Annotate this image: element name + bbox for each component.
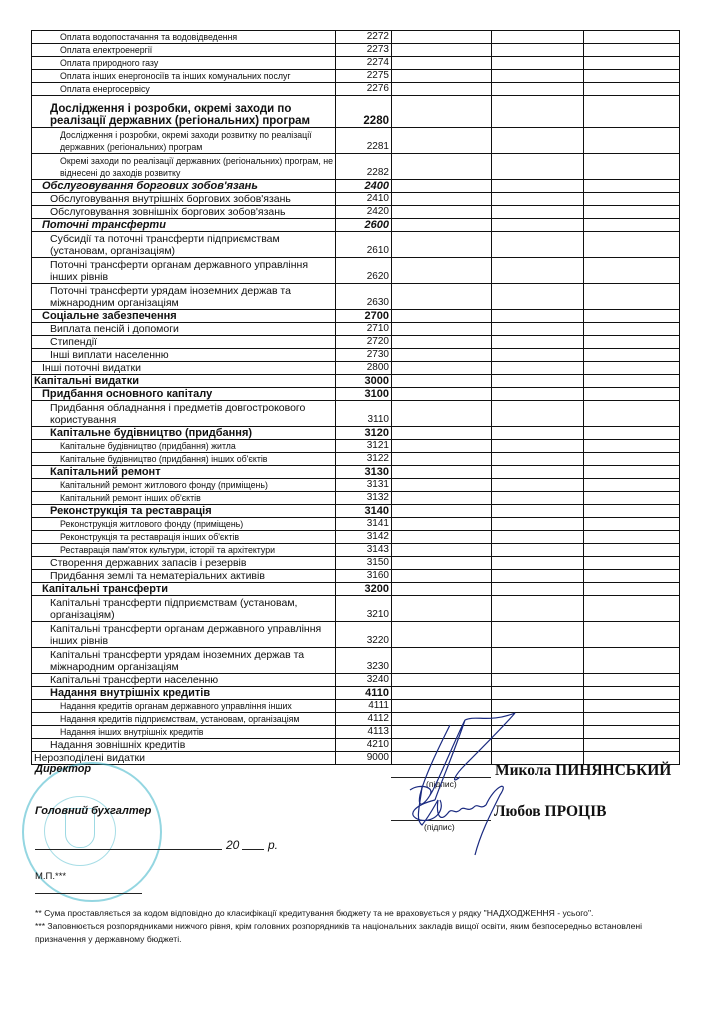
value-cell-col-b[interactable]	[492, 505, 584, 518]
row-name-cell: Реконструкція та реставрація	[32, 505, 336, 518]
row-name-cell: Виплата пенсій і допомоги	[32, 323, 336, 336]
value-cell-col-c[interactable]	[584, 427, 680, 440]
row-name-cell: Поточні трансферти	[32, 219, 336, 232]
table-row	[32, 700, 680, 713]
value-cell-col-a[interactable]	[392, 180, 492, 193]
value-cell-col-c[interactable]	[584, 219, 680, 232]
row-name-cell: Капітальний ремонт житлового фонду (приміщень)	[32, 479, 336, 492]
row-code-cell: 2400	[336, 180, 392, 193]
value-cell-col-a[interactable]	[392, 232, 492, 258]
director-name: Микола ПИНЯНСЬКИЙ	[495, 762, 672, 779]
value-cell-col-a[interactable]	[392, 453, 492, 466]
value-cell-col-c[interactable]	[584, 713, 680, 726]
table-row	[32, 284, 680, 310]
row-name-cell: Дослідження і розробки, окремі заходи розвитку по реалізації державних (регіональних) програм	[32, 128, 336, 154]
value-cell-col-c[interactable]	[584, 57, 680, 70]
table-row	[32, 70, 680, 83]
value-cell-col-b[interactable]	[492, 544, 584, 557]
value-cell-col-a[interactable]	[392, 557, 492, 570]
value-cell-col-c[interactable]	[584, 336, 680, 349]
value-cell-col-b[interactable]	[492, 44, 584, 57]
row-name-cell: Оплата електроенергії	[32, 44, 336, 57]
value-cell-col-b[interactable]	[492, 206, 584, 219]
table-row	[32, 388, 680, 401]
row-name-cell: Придбання землі та нематеріальних активів	[32, 570, 336, 583]
table-row	[32, 453, 680, 466]
value-cell-col-c[interactable]	[584, 232, 680, 258]
row-name-cell: Реконструкція житлового фонду (приміщень)	[32, 518, 336, 531]
value-cell-col-a[interactable]	[392, 193, 492, 206]
value-cell-col-a[interactable]	[392, 284, 492, 310]
value-cell-col-b[interactable]	[492, 362, 584, 375]
row-name-cell: Надання кредитів підприємствам, установам, організаціям	[32, 713, 336, 726]
row-code-cell: 2710	[336, 323, 392, 336]
table-row	[32, 557, 680, 570]
table-row	[32, 310, 680, 323]
table-row	[32, 323, 680, 336]
table-row	[32, 466, 680, 479]
value-cell-col-b[interactable]	[492, 336, 584, 349]
value-cell-col-a[interactable]	[392, 128, 492, 154]
value-cell-col-b[interactable]	[492, 310, 584, 323]
row-code-cell: 3121	[336, 440, 392, 453]
accountant-signature-icon	[400, 775, 520, 865]
value-cell-col-c[interactable]	[584, 323, 680, 336]
value-cell-col-a[interactable]	[392, 427, 492, 440]
value-cell-col-c[interactable]	[584, 349, 680, 362]
value-cell-col-c[interactable]	[584, 544, 680, 557]
row-name-cell: Оплата природного газу	[32, 57, 336, 70]
value-cell-col-c[interactable]	[584, 258, 680, 284]
value-cell-col-c[interactable]	[584, 83, 680, 96]
value-cell-col-c[interactable]	[584, 687, 680, 700]
value-cell-col-c[interactable]	[584, 96, 680, 128]
value-cell-col-b[interactable]	[492, 154, 584, 180]
table-row	[32, 258, 680, 284]
value-cell-col-b[interactable]	[492, 453, 584, 466]
row-code-cell: 4110	[336, 687, 392, 700]
value-cell-col-c[interactable]	[584, 154, 680, 180]
value-cell-col-a[interactable]	[392, 648, 492, 674]
table-row	[32, 128, 680, 154]
row-name-cell: Придбання обладнання і предметів довгострокового користування	[32, 401, 336, 427]
row-code-cell: 4111	[336, 700, 392, 713]
value-cell-col-b[interactable]	[492, 570, 584, 583]
row-name-cell: Капітальні трансферти органам державного управління інших рівнів	[32, 622, 336, 648]
value-cell-col-a[interactable]	[392, 219, 492, 232]
value-cell-col-c[interactable]	[584, 284, 680, 310]
accountant-signature-caption: (підпис)	[424, 822, 455, 832]
table-row	[32, 726, 680, 739]
row-name-cell: Надання інших внутрішніх кредитів	[32, 726, 336, 739]
value-cell-col-b[interactable]	[492, 375, 584, 388]
value-cell-col-b[interactable]	[492, 323, 584, 336]
row-name-cell: Капітальні видатки	[32, 375, 336, 388]
date-year-prefix: 20	[226, 838, 240, 852]
value-cell-col-a[interactable]	[392, 622, 492, 648]
value-cell-col-c[interactable]	[584, 466, 680, 479]
row-name-cell: Поточні трансферти органам державного управління інших рівнів	[32, 258, 336, 284]
table-row	[32, 375, 680, 388]
value-cell-col-a[interactable]	[392, 70, 492, 83]
row-code-cell: 2620	[336, 258, 392, 284]
chief-accountant-label: Головний бухгалтер	[35, 805, 152, 817]
table-row	[32, 401, 680, 427]
row-name-cell: Надання зовнішніх кредитів	[32, 739, 336, 752]
row-code-cell: 3141	[336, 518, 392, 531]
value-cell-col-b[interactable]	[492, 557, 584, 570]
row-name-cell: Капітальний ремонт	[32, 466, 336, 479]
value-cell-col-a[interactable]	[392, 44, 492, 57]
value-cell-col-c[interactable]	[584, 583, 680, 596]
value-cell-col-c[interactable]	[584, 518, 680, 531]
seal-label: М.П.***	[35, 871, 67, 882]
value-cell-col-a[interactable]	[392, 492, 492, 505]
row-name-cell: Нерозподілені видатки	[32, 752, 336, 765]
value-cell-col-a[interactable]	[392, 154, 492, 180]
value-cell-col-b[interactable]	[492, 232, 584, 258]
value-cell-col-a[interactable]	[392, 544, 492, 557]
table-row	[32, 596, 680, 622]
value-cell-col-a[interactable]	[392, 31, 492, 44]
table-row	[32, 440, 680, 453]
value-cell-col-a[interactable]	[392, 375, 492, 388]
value-cell-col-c[interactable]	[584, 648, 680, 674]
row-code-cell: 4210	[336, 739, 392, 752]
value-cell-col-b[interactable]	[492, 466, 584, 479]
value-cell-col-b[interactable]	[492, 583, 584, 596]
value-cell-col-b[interactable]	[492, 492, 584, 505]
value-cell-col-a[interactable]	[392, 466, 492, 479]
row-name-cell: Субсидії та поточні трансферти підприємствам (установам, організаціям)	[32, 232, 336, 258]
value-cell-col-b[interactable]	[492, 648, 584, 674]
value-cell-col-c[interactable]	[584, 128, 680, 154]
row-name-cell: Обслуговування боргових зобов'язань	[32, 180, 336, 193]
accountant-name: Любов ПРОЦІВ	[494, 803, 607, 820]
table-row	[32, 739, 680, 752]
row-name-cell: Надання внутрішніх кредитів	[32, 687, 336, 700]
value-cell-col-b[interactable]	[492, 70, 584, 83]
row-code-cell: 2420	[336, 206, 392, 219]
row-code-cell: 3100	[336, 388, 392, 401]
table-row	[32, 57, 680, 70]
row-code-cell: 3150	[336, 557, 392, 570]
value-cell-col-b[interactable]	[492, 128, 584, 154]
value-cell-col-c[interactable]	[584, 31, 680, 44]
row-name-cell: Надання кредитів органам державного управління інших	[32, 700, 336, 713]
row-code-cell: 3220	[336, 622, 392, 648]
value-cell-col-a[interactable]	[392, 687, 492, 700]
expenditure-table-body	[32, 31, 680, 765]
table-row	[32, 219, 680, 232]
row-code-cell: 3122	[336, 453, 392, 466]
value-cell-col-c[interactable]	[584, 180, 680, 193]
table-row	[32, 427, 680, 440]
value-cell-col-a[interactable]	[392, 518, 492, 531]
row-code-cell: 3230	[336, 648, 392, 674]
row-name-cell: Реконструкція та реставрація інших об'єктів	[32, 531, 336, 544]
value-cell-col-b[interactable]	[492, 349, 584, 362]
row-code-cell: 9000	[336, 752, 392, 765]
value-cell-col-c[interactable]	[584, 557, 680, 570]
row-code-cell: 3132	[336, 492, 392, 505]
value-cell-col-b[interactable]	[492, 219, 584, 232]
value-cell-col-c[interactable]	[584, 401, 680, 427]
row-name-cell: Капітальні трансферти урядам іноземних держав та міжнародним організаціям	[32, 648, 336, 674]
row-name-cell: Капітальні трансферти підприємствам (установам, організаціям)	[32, 596, 336, 622]
table-row	[32, 232, 680, 258]
table-row	[32, 674, 680, 687]
row-code-cell: 2282	[336, 154, 392, 180]
value-cell-col-a[interactable]	[392, 583, 492, 596]
value-cell-col-b[interactable]	[492, 674, 584, 687]
footnote-2: ** Сума проставляється за кодом відповідно до класифікації кредитування бюджету та не враховується у рядку "НАДХОДЖЕННЯ - усього".	[35, 908, 594, 918]
table-row	[32, 544, 680, 557]
row-code-cell: 3210	[336, 596, 392, 622]
value-cell-col-a[interactable]	[392, 388, 492, 401]
value-cell-col-c[interactable]	[584, 596, 680, 622]
value-cell-col-c[interactable]	[584, 310, 680, 323]
table-row	[32, 648, 680, 674]
table-row	[32, 336, 680, 349]
table-row	[32, 349, 680, 362]
date-year-line[interactable]	[242, 849, 264, 850]
row-code-cell: 2276	[336, 83, 392, 96]
value-cell-col-b[interactable]	[492, 57, 584, 70]
row-name-cell: Капітальне будівництво (придбання) інших об'єктів	[32, 453, 336, 466]
value-cell-col-b[interactable]	[492, 401, 584, 427]
value-cell-col-b[interactable]	[492, 83, 584, 96]
director-signature-caption: (підпис)	[426, 779, 457, 789]
row-code-cell: 3140	[336, 505, 392, 518]
date-year-suffix: р.	[268, 838, 279, 852]
value-cell-col-a[interactable]	[392, 505, 492, 518]
table-row	[32, 96, 680, 128]
value-cell-col-c[interactable]	[584, 739, 680, 752]
value-cell-col-b[interactable]	[492, 596, 584, 622]
row-name-cell: Оплата енергосервісу	[32, 83, 336, 96]
row-name-cell: Окремі заходи по реалізації державних (регіональних) програм, не віднесені до заходів розвитку	[32, 154, 336, 180]
value-cell-col-b[interactable]	[492, 479, 584, 492]
row-code-cell: 2272	[336, 31, 392, 44]
value-cell-col-c[interactable]	[584, 193, 680, 206]
row-code-cell: 2275	[336, 70, 392, 83]
row-name-cell: Капітальний ремонт інших об'єктів	[32, 492, 336, 505]
value-cell-col-a[interactable]	[392, 401, 492, 427]
row-code-cell: 2600	[336, 219, 392, 232]
footnote-3: *** Заповнюється розпорядниками нижчого рівня, крім головних розпорядників та національних закладів вищої освіти, яким безпосередньо встановлені призначення у державному бюджеті.	[35, 921, 643, 944]
value-cell-col-a[interactable]	[392, 336, 492, 349]
row-code-cell: 2280	[336, 96, 392, 128]
value-cell-col-c[interactable]	[584, 622, 680, 648]
row-code-cell: 3130	[336, 466, 392, 479]
row-name-cell: Придбання основного капіталу	[32, 388, 336, 401]
row-code-cell: 3200	[336, 583, 392, 596]
row-code-cell: 3110	[336, 401, 392, 427]
row-name-cell: Стипендії	[32, 336, 336, 349]
value-cell-col-c[interactable]	[584, 375, 680, 388]
value-cell-col-c[interactable]	[584, 206, 680, 219]
row-code-cell: 4113	[336, 726, 392, 739]
row-name-cell: Капітальні трансферти	[32, 583, 336, 596]
table-row	[32, 193, 680, 206]
table-row	[32, 531, 680, 544]
value-cell-col-a[interactable]	[392, 206, 492, 219]
value-cell-col-a[interactable]	[392, 57, 492, 70]
value-cell-col-a[interactable]	[392, 258, 492, 284]
row-name-cell: Створення державних запасів і резервів	[32, 557, 336, 570]
row-code-cell: 3160	[336, 570, 392, 583]
value-cell-col-b[interactable]	[492, 622, 584, 648]
row-name-cell: Реставрація пам'яток культури, історії та архітектури	[32, 544, 336, 557]
value-cell-col-c[interactable]	[584, 388, 680, 401]
value-cell-col-b[interactable]	[492, 284, 584, 310]
row-name-cell: Дослідження і розробки, окремі заходи по реалізації державних (регіональних) програм	[32, 96, 336, 128]
row-code-cell: 2800	[336, 362, 392, 375]
table-row	[32, 583, 680, 596]
row-name-cell: Соціальне забезпечення	[32, 310, 336, 323]
value-cell-col-b[interactable]	[492, 31, 584, 44]
row-code-cell: 2274	[336, 57, 392, 70]
value-cell-col-c[interactable]	[584, 726, 680, 739]
value-cell-col-a[interactable]	[392, 570, 492, 583]
row-code-cell: 2720	[336, 336, 392, 349]
value-cell-col-b[interactable]	[492, 427, 584, 440]
value-cell-col-c[interactable]	[584, 44, 680, 57]
row-name-cell: Обслуговування внутрішніх боргових зобов'язань	[32, 193, 336, 206]
table-row	[32, 622, 680, 648]
table-row	[32, 492, 680, 505]
value-cell-col-b[interactable]	[492, 531, 584, 544]
row-name-cell: Поточні трансферти урядам іноземних держав та міжнародним організаціям	[32, 284, 336, 310]
table-row	[32, 687, 680, 700]
table-row	[32, 206, 680, 219]
row-code-cell: 2700	[336, 310, 392, 323]
value-cell-col-a[interactable]	[392, 83, 492, 96]
row-name-cell: Інші поточні видатки	[32, 362, 336, 375]
value-cell-col-b[interactable]	[492, 193, 584, 206]
row-name-cell: Обслуговування зовнішніх боргових зобов'язань	[32, 206, 336, 219]
seal-line	[35, 893, 142, 894]
row-code-cell: 2273	[336, 44, 392, 57]
row-name-cell: Інші виплати населенню	[32, 349, 336, 362]
value-cell-col-b[interactable]	[492, 440, 584, 453]
value-cell-col-a[interactable]	[392, 310, 492, 323]
value-cell-col-c[interactable]	[584, 492, 680, 505]
table-row	[32, 83, 680, 96]
value-cell-col-c[interactable]	[584, 453, 680, 466]
table-row	[32, 31, 680, 44]
value-cell-col-b[interactable]	[492, 180, 584, 193]
row-name-cell: Оплата інших енергоносіїв та інших комунальних послуг	[32, 70, 336, 83]
table-row	[32, 570, 680, 583]
row-code-cell: 3142	[336, 531, 392, 544]
row-code-cell: 2610	[336, 232, 392, 258]
row-code-cell: 3120	[336, 427, 392, 440]
row-code-cell: 2410	[336, 193, 392, 206]
value-cell-col-a[interactable]	[392, 479, 492, 492]
value-cell-col-b[interactable]	[492, 388, 584, 401]
row-code-cell: 3131	[336, 479, 392, 492]
row-code-cell: 4112	[336, 713, 392, 726]
table-row	[32, 362, 680, 375]
value-cell-col-a[interactable]	[392, 349, 492, 362]
value-cell-col-c[interactable]	[584, 70, 680, 83]
row-code-cell: 2630	[336, 284, 392, 310]
row-code-cell: 3000	[336, 375, 392, 388]
value-cell-col-c[interactable]	[584, 674, 680, 687]
row-name-cell: Оплата водопостачання та водовідведення	[32, 31, 336, 44]
row-code-cell: 2730	[336, 349, 392, 362]
value-cell-col-b[interactable]	[492, 96, 584, 128]
row-name-cell: Капітальне будівництво (придбання)	[32, 427, 336, 440]
table-row	[32, 713, 680, 726]
row-code-cell: 2281	[336, 128, 392, 154]
value-cell-col-c[interactable]	[584, 505, 680, 518]
value-cell-col-a[interactable]	[392, 96, 492, 128]
value-cell-col-a[interactable]	[392, 362, 492, 375]
table-row	[32, 505, 680, 518]
table-row	[32, 154, 680, 180]
table-row	[32, 479, 680, 492]
value-cell-col-c[interactable]	[584, 440, 680, 453]
row-code-cell: 3240	[336, 674, 392, 687]
value-cell-col-a[interactable]	[392, 531, 492, 544]
table-row	[32, 518, 680, 531]
value-cell-col-b[interactable]	[492, 518, 584, 531]
date-line[interactable]	[35, 849, 222, 850]
value-cell-col-b[interactable]	[492, 687, 584, 700]
value-cell-col-a[interactable]	[392, 674, 492, 687]
table-row	[32, 44, 680, 57]
value-cell-col-a[interactable]	[392, 596, 492, 622]
value-cell-col-c[interactable]	[584, 531, 680, 544]
row-name-cell: Капітальні трансферти населенню	[32, 674, 336, 687]
value-cell-col-c[interactable]	[584, 362, 680, 375]
value-cell-col-c[interactable]	[584, 570, 680, 583]
row-name-cell: Капітальне будівництво (придбання) житла	[32, 440, 336, 453]
value-cell-col-c[interactable]	[584, 700, 680, 713]
director-label: Директор	[35, 763, 92, 775]
value-cell-col-b[interactable]	[492, 258, 584, 284]
table-row	[32, 180, 680, 193]
value-cell-col-a[interactable]	[392, 323, 492, 336]
row-code-cell: 3143	[336, 544, 392, 557]
value-cell-col-a[interactable]	[392, 440, 492, 453]
expenditure-table	[31, 30, 680, 765]
value-cell-col-c[interactable]	[584, 479, 680, 492]
